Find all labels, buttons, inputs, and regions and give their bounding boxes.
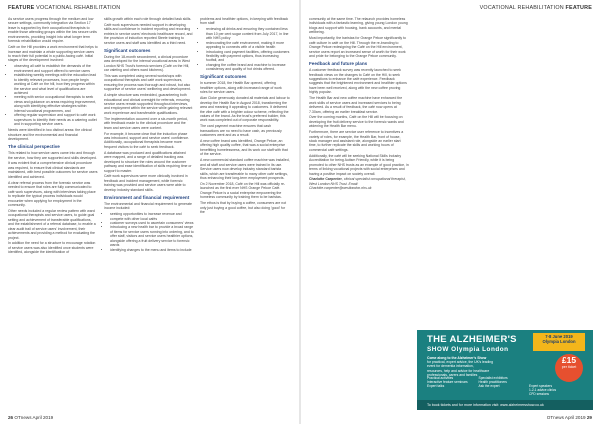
advert-line: Come along to the Alzheimer's Show xyxy=(427,356,487,360)
paragraph: problems and healthier options, in keeping with feedback from staff xyxy=(200,17,289,26)
advert-date: 7-8 June 2019 xyxy=(545,334,573,339)
list-item: • customer surveys used to ascertain consumers' views xyxy=(110,221,194,225)
paragraph: The card payment machine ensures that cash transactions are no need to have cash, as previously customers went and as a result. xyxy=(200,124,282,138)
paragraph: Needs were identified in two distinct areas: the clinical structure and the environmental and financial development. xyxy=(8,128,92,142)
paragraph: Most importantly, the baristas for Orange Pekoe significantly to café culture in café on the Hill. Through the re-branding to Orange Pekoe redesigning the Café on the Hill environment, service users report an increased sense of worth for their work and pride for belonging to the Orange Pekoe community. xyxy=(309,36,407,59)
running-head xyxy=(480,5,592,11)
right-page xyxy=(301,0,600,424)
issue-label: OTnews April 2019 xyxy=(14,415,54,420)
subheading-feedback: Feedback and future plans xyxy=(309,61,368,67)
advert-line: professionals, carers and families xyxy=(427,372,478,377)
paragraph: On 2 November 2018, Café on the Hill was officially re-launched as the first ever NHS Orange Pekoe Café. Orange Pekoe is a social enterprise empowering the homeless community by training them to be baristas. xyxy=(200,181,286,200)
page-number: 26 xyxy=(8,415,14,420)
column-1 xyxy=(8,17,98,256)
list-item: • reviewing all drinks and ensuring they contained less than 10 per cent sugar content from July 2017, in line with NHS policy xyxy=(206,27,290,40)
paragraph: A clear referral process from the forensic service was needed to ensure that roles are fully communicated to café work supervisors, along with interviews taking place to replicate the typical process individuals would encounter when applying for employment in the community. xyxy=(8,180,96,207)
paragraph: Alan Cloke generously donated all materials and labour to develop the Health Bar in August 2018, transforming the area and meaning it appealing to customers. It delivered the vibe café with a brighter colour scheme, reflecting the values of the brand. As the trust's preferred builder, this work was completed out of corporate responsibility. xyxy=(200,96,290,123)
price-value: £15 xyxy=(561,355,577,365)
bullet-list xyxy=(104,212,194,252)
price-unit: per ticket xyxy=(561,365,577,369)
advert-feature: Health practitioners xyxy=(478,380,507,385)
feature-title: VOCATIONAL REHABILITATION xyxy=(479,5,564,11)
paragraph: A customer feedback survey was recently launched to seek feedback views on the changes to Café on the Hill, to seek suggestions to enhance the café experience. Feedback suggests that the brightened environment and healthier options have been well received, along with the new coffee proving highly popular. xyxy=(309,68,407,95)
page-footer xyxy=(547,415,592,420)
section-label: FEATURE xyxy=(8,5,35,11)
list-item: • offering regular supervision and support to café work supervisors to identify their needs as a catering outlet and in supporting service users. xyxy=(14,113,98,126)
paragraph: The Health Bar and new coffee machine have enhanced the work skills of service users and increased services to being delivered. As a result of feedback, the café now opens at 7.30am, offering an earlier breakfast service. xyxy=(309,96,403,114)
paragraph: Café work supervisors were more clinically involved in feedback and incident management, while forensic training was provided and service users were able to develop industry standard skills. xyxy=(104,174,188,192)
advert-description xyxy=(427,356,523,377)
subheading-significant-outcomes-2: Significant outcomes xyxy=(200,74,247,80)
paragraph: Café on the Hill provides a work environment that helps to increase and maintain a whole supporting service users to reach their full potential in a public-facing café. Initial stages of the development involved: xyxy=(8,45,98,63)
advert-feature: Interactive feature seminars xyxy=(427,380,468,385)
advert-title: THE ALZHEIMER'S xyxy=(427,334,517,345)
paragraph: A simple structure was embedded, guaranteeing both educational and clinical oversight for referrals, ensuring service users remain supported throughout interviews, and employment within the service while gaining relevant work experience and transferable qualifications. xyxy=(104,93,193,115)
column-3 xyxy=(200,17,290,216)
alzheimers-show-advert[interactable] xyxy=(417,330,593,410)
paragraph: The implementation occurred over a six-month period, with feedback made to the clinical procedure and the team and service users were content. xyxy=(104,116,188,130)
paragraph: In addition the need for a structure to encourage rotation of service users was also identified once students were identified, alongside the identification of xyxy=(8,241,96,255)
paragraph: For example, it became clear that the induction phase was introduced, support and service users' confidence. Additionally, occupational therapists became more frequent visitors to the café to seek feedback. xyxy=(104,131,190,149)
paragraph: Additionally, the café will be seeking National Skills Industry Accreditation for being Autism Friendly, while it is being promoted to other NHS trusts as an example of good practice, in terms of linking vocational projects with social enterprises and having a positive impact on society overall. xyxy=(309,153,409,176)
page-number: 29 xyxy=(586,415,592,420)
bullet-list xyxy=(200,27,290,72)
paragraph: A new coffee brand was identified, Orange Pekoe, an offering high quality coffee, that was a social enterprise benefitting homelessness, and its work our staff with that of the service. xyxy=(200,139,288,157)
section-label: FEATURE xyxy=(565,5,592,11)
column-1 xyxy=(309,17,409,192)
author-details: , clinical specialist occupational therapist, West London NHS Trust. Email: Charlotte.carpenter@westlondon.nhs.uk xyxy=(309,177,406,191)
advert-line: resources, help and advice for healthcare xyxy=(427,368,490,373)
advert-feature: Specialist exhibitors xyxy=(478,376,508,380)
list-item: • introducing card payment facilities, offering customers flexibility with payment options, thus increasing footfall, and xyxy=(206,50,290,63)
list-item: • identifying changes to the menu and items to include xyxy=(110,248,194,252)
list-item: • observing all café to establish the demands of the environment and support offered to service users xyxy=(14,64,98,73)
advert-feature: Ask the expert xyxy=(478,384,500,389)
subheading-significant-outcomes: Significant outcomes xyxy=(104,47,151,53)
paragraph: A database was produced and qualifications attained were mapped, and a range of detailed tracking was developed to structure the roles around the customer pathway and ease identification of skills requiring time or support to master. xyxy=(104,150,192,173)
list-item: • meeting with senior occupational therapists to seek views and guidance on areas requiring improvement, along with identifying effective strategies within internal vocational programmes, and xyxy=(14,95,98,113)
paragraph: During the 18-month secondment, a clinical procedure was developed for the internal vocational areas in West London NHS Trust's forensic services (Café on the Hill, car valeting and others ward kitchens). xyxy=(104,54,190,73)
paragraph: Other needs included a regular review pattern with ward occupational therapists and service users, to guide goal setting and achievement of transferable qualifications, and the establishment of a referral database, to enable a clear audit trail of service users' involvement, their achievements and providing a method for evaluating the project. xyxy=(8,208,96,240)
advert-venue: Olympia London xyxy=(542,339,576,345)
price-badge xyxy=(555,354,583,382)
list-item: • introducing a new health bar to provide a broad range of items for service users running into ordering, and to offer staff, visitors and service users healthier options, alongside offering a fruit delivery service to forensic wards xyxy=(110,225,194,247)
issue-label: OTnews April 2019 xyxy=(546,415,586,420)
advert-side-item: CPD sessions xyxy=(529,392,550,396)
advert-feature: Expert talks xyxy=(427,384,445,389)
advert-line: event for dementia information, xyxy=(427,364,474,369)
column-2 xyxy=(104,17,194,254)
list-item: • seeking opportunities to increase revenue and compete with other local cafés xyxy=(110,212,194,221)
advert-dates-badge xyxy=(533,333,585,351)
paragraph: It was evident that a comprehensive clinical procedure was required, to ensure that clinical standards are maintained, with best possible outcomes for service users identified and achieved. xyxy=(8,161,98,179)
list-item: • changing the coffee brand and machine to increase consistency and quality of hot drinks offered. xyxy=(206,63,290,72)
advert-subtitle: SHOW Olympia London xyxy=(427,346,509,353)
paragraph: Café work supervisors needed support in developing skills and confidence in incident reporting and recording entries in service users' electronic healthcare record, and the provision of induction reported Steele training to service users and staff was identified as a third need. xyxy=(104,22,193,45)
paragraph: The ethos is that by buying a coffee, consumers are not only just buying a good coffee, but also doing 'good' for the xyxy=(200,201,287,214)
author-name: Charlotte Carpenter xyxy=(309,177,342,182)
paragraph: In summer 2018, the Health Bar opened, offering healthier options, along with increased range of work roles for service users. xyxy=(200,81,282,95)
feature-title: VOCATIONAL REHABILITATION xyxy=(36,5,121,11)
advert-line: for practical, expert advice, the UK's leading xyxy=(427,360,494,365)
paragraph: community at the same time. The relaunch provides homeless individuals with a fantastic learning, giving young London young blogs and support with housing, bank accounts, and mental wellbeing. xyxy=(309,17,408,35)
page-footer xyxy=(8,415,53,420)
left-page xyxy=(0,0,299,424)
subheading-clinical: The clinical perspective xyxy=(8,144,60,150)
advert-side-list xyxy=(529,384,587,396)
advert-side-item: Expert speakers xyxy=(529,384,553,388)
author-contact xyxy=(309,177,409,190)
advert-booking-link[interactable]: To book tickets and for more information visit: www.alzheimersshow.co.uk xyxy=(417,400,593,410)
paragraph: A new commercial standard coffee machine was installed, and all staff and service users were trained in its use. Service users now develop industry standard barista skills, which are transferable to many other café settings, thus enhancing their long-term employment prospects. xyxy=(200,158,290,181)
list-item: • establishing weekly meetings with the education lead to identify relevant processes, how people begin working at Café on the hill, how they progress within the service and what level of qualifications are achieved xyxy=(14,73,98,95)
paragraph: Over the coming months, Café on the Hill will be focusing on developing the fruit delivery service to the forensic wards and widening the Health Bar menu. xyxy=(309,115,404,129)
paragraph: The environmental and financial requirement to generate income included: xyxy=(104,201,192,211)
advert-feature: Practical activities xyxy=(427,376,454,380)
paragraph: skills growth within each role through detailed task skills. xyxy=(104,17,192,21)
advert-side-item: 1-2-1 advice clinics xyxy=(529,388,557,392)
advert-features xyxy=(427,376,527,388)
list-item: • redecorating the café environment, making it more appealing to connects with of a visible health xyxy=(206,41,290,50)
paragraph: This was completed using several workshops with occupational therapists and café work supervisors, ensuring the process was thorough and robust, but also supportive of service users' wellbeing and development. xyxy=(104,73,191,92)
paragraph: As service users progress through the medium and low secure settings, community integration via Section 17 leave is supported by their occupational therapists to enable those attending groups within the low secure units environments, providing insight into what longer term forensic rehabilitation would require. xyxy=(8,17,97,44)
paragraph: This related to how service users came into and through the service, how they are supported and skills developed. xyxy=(8,151,97,160)
bullet-list xyxy=(8,64,98,126)
subheading-environment: Environment and financial requirement xyxy=(104,194,190,200)
paragraph: Furthermore, there are service user reference to incentives a variety of roles, for example, the Health Bar, front of house, stock manager and assistant role, alongside an earlier start time, to further replicate the skills and working hours of commercial café settings. xyxy=(309,130,404,152)
advert-feature-row xyxy=(427,384,527,388)
running-head xyxy=(8,5,120,11)
